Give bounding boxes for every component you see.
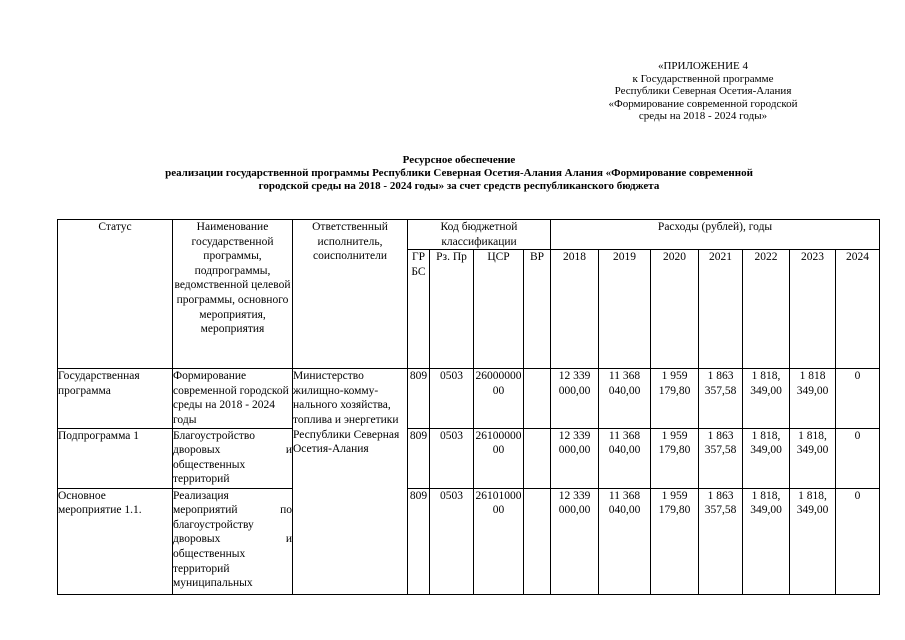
row-grbs: 809 bbox=[408, 488, 430, 594]
header-expenses-group: Расходы (рублей), годы bbox=[551, 220, 880, 250]
row-name-text: Реализация мероприятий по благоустройству дворовых и общественных территорий муниципальных bbox=[173, 489, 292, 590]
row-status: Подпрограмма 1 bbox=[58, 428, 173, 488]
row-vr bbox=[524, 488, 551, 594]
row-rzpr: 0503 bbox=[430, 428, 474, 488]
row-amount: 0 bbox=[836, 369, 880, 428]
row-vr bbox=[524, 369, 551, 428]
row-executor bbox=[293, 369, 408, 594]
row-name: Благоустройство дворовых и общественных территорий bbox=[173, 428, 293, 488]
row-amount: 0 bbox=[836, 488, 880, 594]
header-year: 2024 bbox=[836, 250, 880, 369]
table-row bbox=[58, 369, 880, 428]
header-year: 2020 bbox=[651, 250, 699, 369]
appendix-line: Республики Северная Осетия-Алания bbox=[614, 85, 792, 97]
document-title bbox=[60, 154, 858, 193]
row-amount: 1 959 179,80 bbox=[651, 369, 699, 428]
header-year: 2018 bbox=[551, 250, 599, 369]
row-csr: 26101000 00 bbox=[474, 488, 524, 594]
row-rzpr: 0503 bbox=[430, 488, 474, 594]
appendix-header bbox=[583, 60, 823, 123]
header-name: Наименование государственной программы, подпрограммы, ведомственной целевой программы, основного мероприятия, мероприятия bbox=[173, 220, 293, 369]
row-amount: 1 863 357,58 bbox=[699, 428, 743, 488]
row-csr: 26100000 00 bbox=[474, 428, 524, 488]
header-grbs: ГР БС bbox=[408, 250, 430, 369]
header-code-group: Код бюджетной классификации bbox=[408, 220, 551, 250]
title-line: реализации государственной программы Республики Северная Осетия-Алания Алания «Формирование современной bbox=[165, 167, 753, 179]
row-amount: 12 339 000,00 bbox=[551, 369, 599, 428]
header-csr: ЦСР bbox=[474, 250, 524, 369]
row-amount: 1 959 179,80 bbox=[651, 428, 699, 488]
header-status: Статус bbox=[58, 220, 173, 369]
row-amount: 11 368 040,00 bbox=[599, 488, 651, 594]
row-amount: 12 339 000,00 bbox=[551, 488, 599, 594]
row-vr bbox=[524, 428, 551, 488]
row-amount: 1 818, 349,00 bbox=[790, 428, 836, 488]
appendix-line: к Государственной программе bbox=[632, 72, 774, 85]
row-amount: 1 818 349,00 bbox=[790, 369, 836, 428]
row-status: Основное мероприятие 1.1. bbox=[58, 488, 173, 594]
row-name bbox=[173, 488, 293, 594]
budget-table bbox=[57, 219, 880, 595]
row-grbs: 809 bbox=[408, 369, 430, 428]
appendix-line: «Формирование современной городской bbox=[608, 97, 798, 110]
header-executor: Ответственный исполнитель, соисполнители bbox=[293, 220, 408, 369]
title-line: городской среды на 2018 - 2024 годы» за счет средств республиканского бюджета bbox=[258, 180, 660, 192]
row-amount: 1 959 179,80 bbox=[651, 488, 699, 594]
row-rzpr: 0503 bbox=[430, 369, 474, 428]
row-amount: 11 368 040,00 bbox=[599, 428, 651, 488]
row-status: Государственная программа bbox=[58, 369, 173, 428]
header-vr: ВР bbox=[524, 250, 551, 369]
row-amount: 1 863 357,58 bbox=[699, 488, 743, 594]
row-amount: 1 818, 349,00 bbox=[743, 369, 790, 428]
row-amount: 12 339 000,00 bbox=[551, 428, 599, 488]
row-amount: 1 818, 349,00 bbox=[790, 488, 836, 594]
title-line: Ресурсное обеспечение bbox=[402, 154, 516, 166]
row-name: Формирование современной городской среды на 2018 - 2024 годы bbox=[173, 369, 293, 428]
row-amount: 0 bbox=[836, 428, 880, 488]
row-csr: 26000000 00 bbox=[474, 369, 524, 428]
table-row bbox=[58, 488, 880, 594]
table-row bbox=[58, 428, 880, 488]
row-amount: 11 368 040,00 bbox=[599, 369, 651, 428]
executor-text: Министерство жилищно-комму-нального хозяйства, топлива и энергетики Республики Северная Осетия-Алания bbox=[293, 370, 400, 456]
header-year: 2021 bbox=[699, 250, 743, 369]
row-grbs: 809 bbox=[408, 428, 430, 488]
header-year: 2022 bbox=[743, 250, 790, 369]
row-amount: 1 818, 349,00 bbox=[743, 488, 790, 594]
row-amount: 1 818, 349,00 bbox=[743, 428, 790, 488]
row-amount: 1 863 357,58 bbox=[699, 369, 743, 428]
appendix-line: «ПРИЛОЖЕНИЕ 4 bbox=[657, 60, 749, 72]
header-row bbox=[58, 220, 880, 250]
header-year: 2023 bbox=[790, 250, 836, 369]
header-rzpr: Рз. Пр bbox=[430, 250, 474, 369]
header-year: 2019 bbox=[599, 250, 651, 369]
appendix-line: среды на 2018 - 2024 годы» bbox=[638, 110, 768, 122]
